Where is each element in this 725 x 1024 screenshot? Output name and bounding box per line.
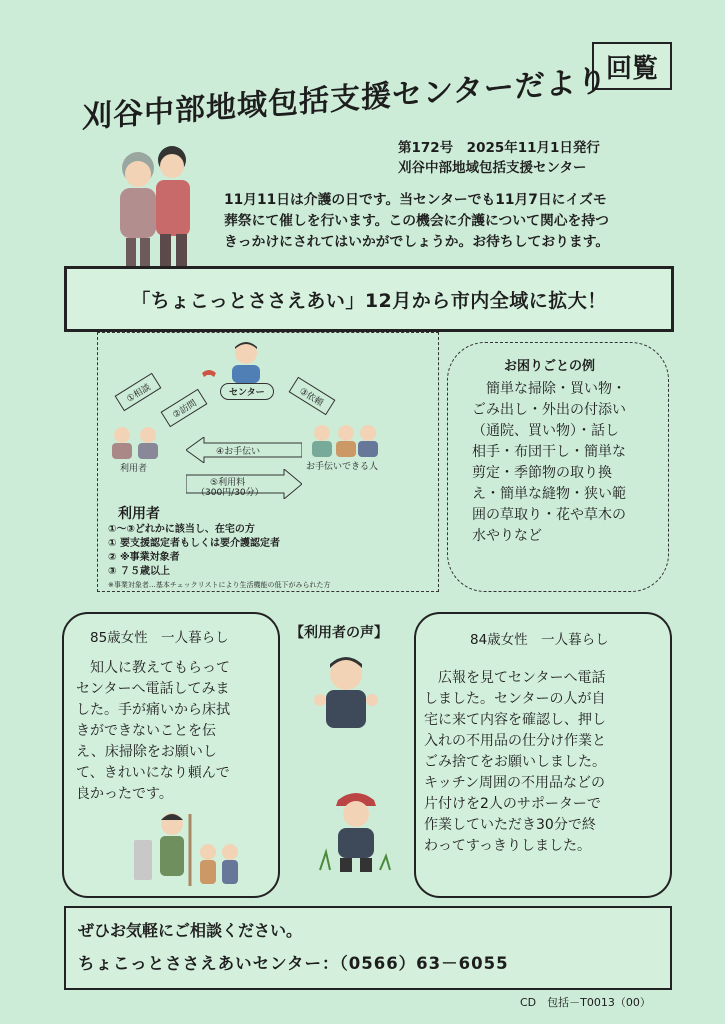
service-flow-diagram: [97, 332, 439, 592]
user-couple-icon: [106, 425, 164, 459]
testimonial-left-head: 85歳女性 一人暮らし: [90, 630, 229, 646]
example-line: 簡単な掃除・買い物・: [472, 381, 626, 397]
intro-line: 葬祭にて催しを行います。この機会に介護について関心を持つ: [224, 213, 609, 229]
testimonial-line: 宅に来て内容を確認し、押し: [424, 712, 606, 728]
step-consult: ①相談: [115, 373, 162, 412]
helper-thumbs-up-illustration: [306, 652, 386, 728]
center-staff-icon: [226, 339, 266, 383]
center-label: センター: [220, 383, 274, 400]
testimonial-line: わってすっきりしました。: [424, 838, 592, 854]
user-conditions: [108, 523, 280, 579]
example-line: 囲の草取り・花や草木の: [472, 507, 626, 523]
testimonial-left: [62, 612, 280, 898]
step-request: ③依頼: [289, 377, 336, 416]
testimonial-left-body: [76, 658, 272, 805]
testimonial-line: 広報を見てセンターへ電話: [424, 670, 606, 686]
circulation-stamp: 回覧: [592, 42, 672, 90]
condition-note: ※事業対象者…基本チェックリストにより生活機能の低下がみられた方: [108, 581, 331, 589]
testimonial-line: 入れの不用品の仕分け作業と: [424, 733, 606, 749]
contact-invite: ぜひお気軽にご相談ください。: [78, 921, 303, 940]
testimonial-line: え、床掃除をお願いし: [76, 744, 217, 760]
helper-group-icon: [308, 423, 380, 457]
condition-line: ①～③どれかに該当し、在宅の方: [108, 524, 255, 535]
issue-number-date: 第172号 2025年11月1日発行: [398, 140, 600, 156]
testimonial-line: て、きれいになり頼んで: [76, 765, 230, 781]
testimonial-line: 知人に教えてもらって: [76, 660, 230, 676]
document-code: CD 包括－T0013（00）: [520, 996, 651, 1009]
condition-line: ① 要支援認定者もしくは要介護認定者: [108, 538, 280, 549]
example-line: ごみ出し・外出の付添い: [472, 402, 626, 418]
contact-phone: ちょこっとささえあいセンター：（0566）63－6055: [78, 954, 509, 973]
step-visit: ②訪問: [161, 389, 208, 428]
cleaning-family-illustration: [128, 810, 248, 888]
helper-label: お手伝いできる人: [306, 462, 379, 472]
testimonial-right-body: [424, 668, 664, 857]
helper-weeding-illustration: [318, 786, 394, 874]
phone-icon: [200, 369, 218, 383]
testimonial-line: ごみ捨てをお願いしました。: [424, 754, 606, 770]
step-fee-amount: （300円/30分）: [196, 488, 264, 498]
testimonial-line: 片付けを2人のサポーターで: [424, 796, 601, 812]
testimonial-right: [414, 612, 672, 898]
testimonial-line: きができないことを伝: [76, 723, 216, 739]
example-line: え・簡単な縫物・狭い範: [472, 486, 626, 502]
condition-line: ③ ７５歳以上: [108, 566, 170, 577]
example-line: 相手・布団干し・簡単な: [472, 444, 626, 460]
examples-list: [472, 379, 654, 547]
examples-title: お困りごとの例: [504, 359, 596, 374]
users-title: 利用者: [118, 506, 160, 522]
example-line: 水やりなど: [472, 528, 542, 544]
headline-banner: 「ちょこっとささえあい」12月から市内全域に拡大！: [64, 266, 674, 332]
step-help: ④お手伝い: [216, 447, 261, 457]
testimonial-line: しました。センターの人が自: [424, 691, 606, 707]
contact-footer: [64, 906, 672, 990]
trouble-examples-box: [447, 342, 669, 592]
newsletter-title: 刈谷中部地域包括支援センターだより: [82, 63, 608, 136]
example-line: 剪定・季節物の取り換: [472, 465, 612, 481]
intro-line: きっかけにされてはいかがでしょうか。お待ちしております。: [224, 234, 610, 250]
testimonial-right-head: 84歳女性 一人暮らし: [470, 632, 609, 648]
intro-text: [224, 190, 662, 253]
voices-title: 【利用者の声】: [290, 625, 388, 641]
testimonial-line: 作業していただき30分で終: [424, 817, 596, 833]
testimonial-line: キッチン周囲の不用品などの: [424, 775, 606, 791]
user-label: 利用者: [120, 464, 148, 474]
testimonial-line: 良かったです。: [76, 786, 173, 802]
testimonial-line: センターへ電話してみま: [76, 681, 230, 697]
testimonial-line: した。手が痛いから床拭: [76, 702, 230, 718]
issue-info: [398, 138, 600, 178]
intro-line: 11月11日は介護の日です。当センターでも11月7日にイズモ: [224, 192, 607, 208]
condition-line: ② ※事業対象者: [108, 552, 180, 563]
example-line: （通院、買い物）・話し: [472, 423, 619, 439]
step-fee: ⑤利用料: [210, 478, 246, 488]
caregiver-illustration: [100, 140, 210, 270]
issue-publisher: 刈谷中部地域包括支援センター: [398, 160, 587, 176]
